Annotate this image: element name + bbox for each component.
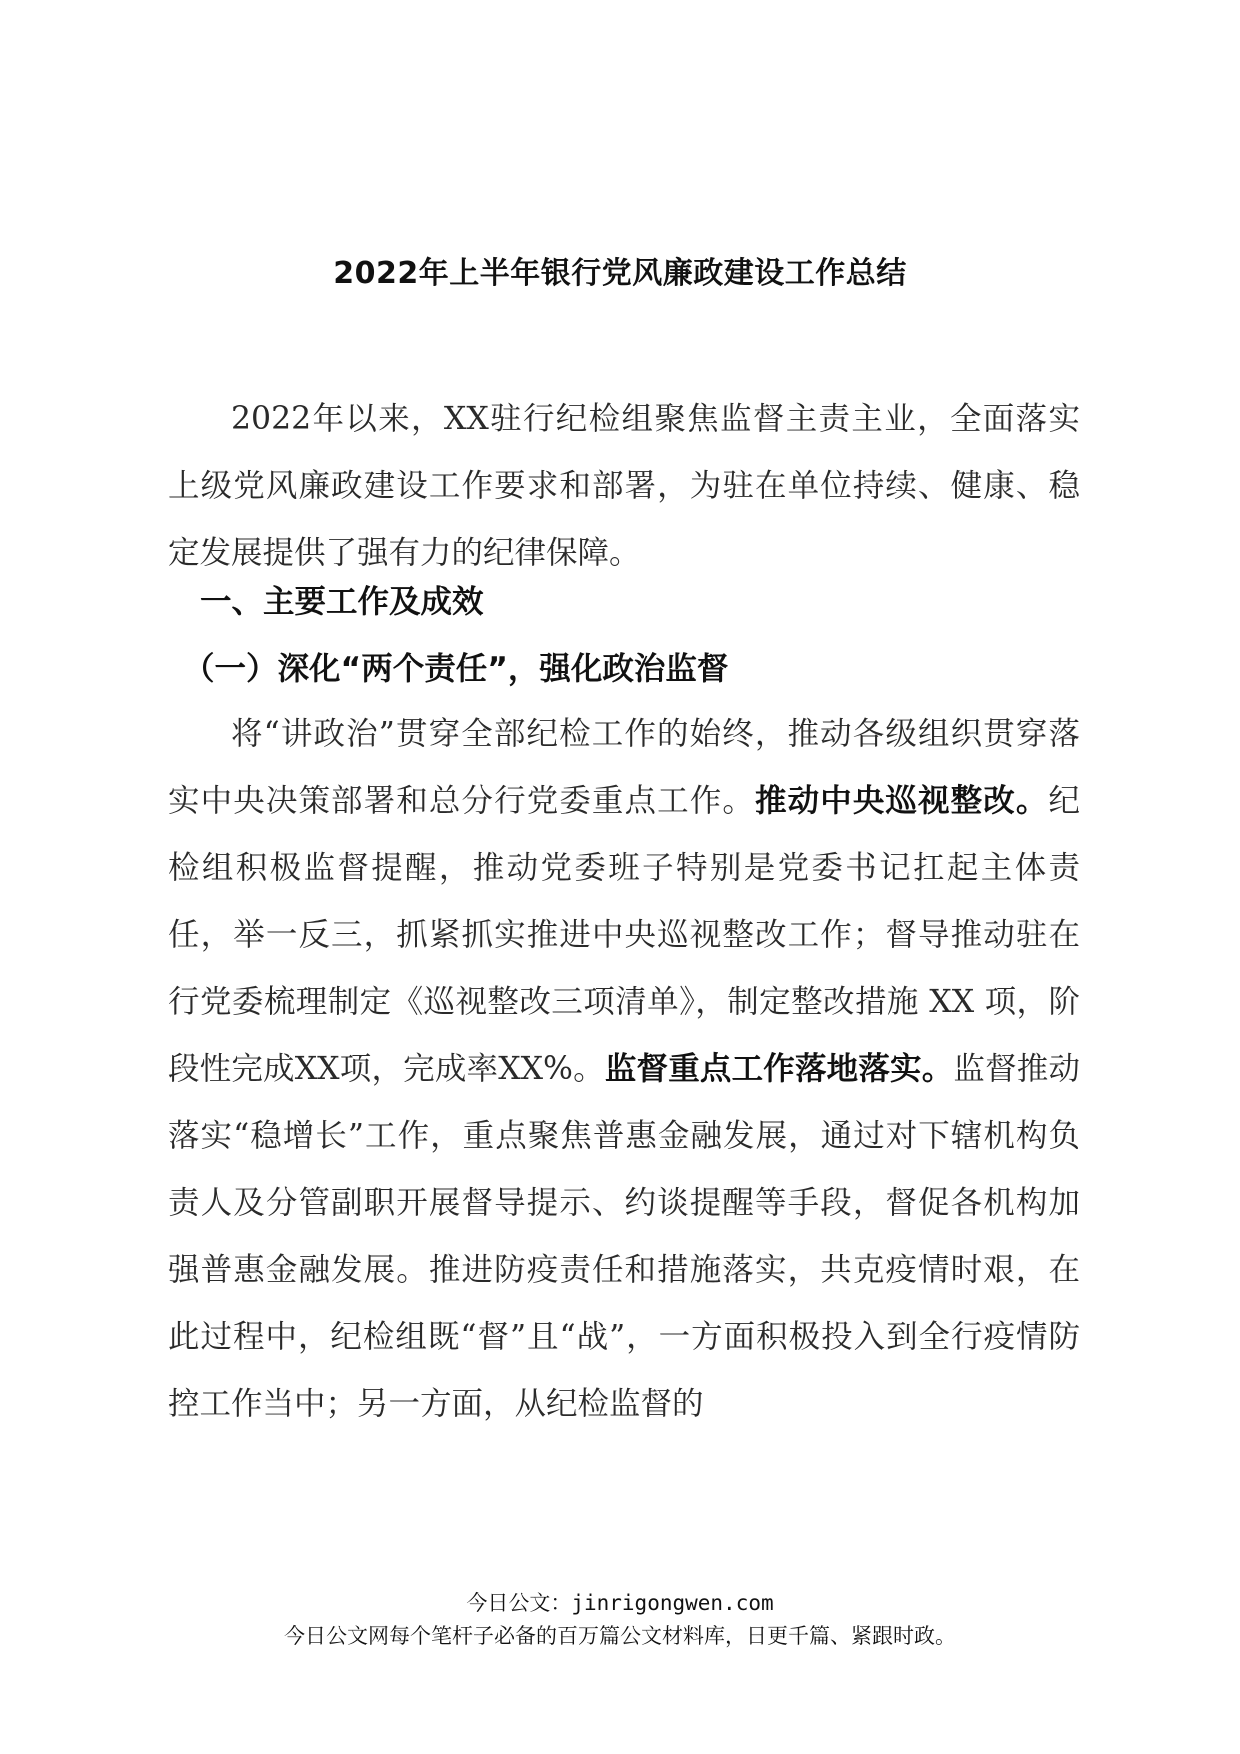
paragraph-text: 将“讲政治”贯穿全部纪检工作的始终，推动各级组织贯穿落实中央决策部署和总分行党委重点工作。 xyxy=(168,716,1080,819)
footer-site-link[interactable]: jinrigongwen.com xyxy=(571,1591,774,1615)
paragraph-text: 纪检组积极监督提醒，推动党委班子特别是党委书记扛起主体责任，举一反三，抓紧抓实推进中央巡视整改工作；督导推动驻在行党委梳理制定《巡视整改三项清单》，制定整改措施 XX 项，阶段性完成XX项，完成率XX%。 xyxy=(168,783,1080,1087)
footer-slogan: 今日公文网每个笔杆子必备的百万篇公文材料库，日更千篇、紧跟时政。 xyxy=(284,1624,956,1648)
body-paragraph xyxy=(168,701,1080,1438)
document-title: 2022年上半年银行党风廉政建设工作总结 xyxy=(333,256,907,291)
footer-site-label: 今日公文： xyxy=(466,1591,572,1615)
section-heading: 一、主要工作及成效 xyxy=(200,584,484,620)
bold-highlight: 推动中央巡视整改。 xyxy=(754,783,1049,819)
intro-paragraph: 2022年以来，XX驻行纪检组聚焦监督主责主业，全面落实上级党风廉政建设工作要求和部署，为驻在单位持续、健康、稳定发展提供了强有力的纪律保障。 xyxy=(168,401,1080,571)
footer-site-line xyxy=(0,1587,1240,1617)
subsection-heading: （一）深化“两个责任”，强化政治监督 xyxy=(183,651,729,687)
bold-highlight: 监督重点工作落地落实。 xyxy=(604,1051,954,1087)
paragraph-text: 监督推动落实“稳增长”工作，重点聚焦普惠金融发展，通过对下辖机构负责人及分管副职开展督导提示、约谈提醒等手段，督促各机构加强普惠金融发展。推进防疫责任和措施落实，共克疫情时艰，在此过程中，纪检组既“督”且“战”，一方面积极投入到全行疫情防控工作当中；另一方面，从纪检监督的 xyxy=(168,1051,1080,1422)
